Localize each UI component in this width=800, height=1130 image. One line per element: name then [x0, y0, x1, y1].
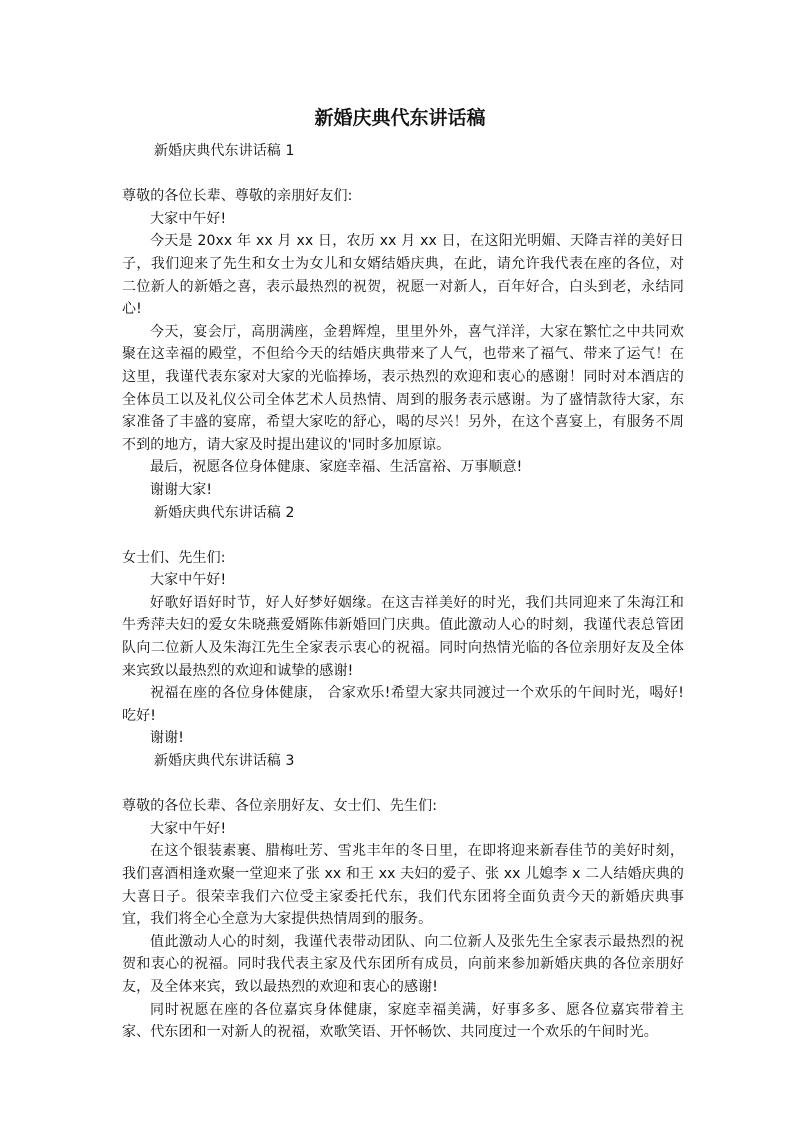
salutation: 尊敬的各位长辈、各位亲朋好友、女士们、先生们:: [122, 798, 438, 815]
blank-line: [122, 524, 684, 547]
document-body: [122, 140, 684, 1044]
paragraph: 同时祝愿在座的各位嘉宾身体健康，家庭幸福美满，好事多多、愿各位嘉宾带着主家、代东团和一对新人的祝福，欢歌笑语、开怀畅饮、共同度过一个欢乐的午间时光。: [122, 1001, 684, 1041]
paragraph: 值此激动人心的时刻，我谨代表带动团队、向二位新人及张先生全家表示最热烈的祝贺和衷心的祝福。同时我代表主家及代东团所有成员，向前来参加新婚庆典的各位亲朋好友，及全体来宾，致以最热烈的欢迎和衷心的感谢!: [122, 933, 684, 995]
section-heading: 新婚庆典代东讲话稿 1: [154, 143, 295, 159]
paragraph: 最后，祝愿各位身体健康、家庭幸福、生活富裕、万事顺意!: [150, 459, 523, 476]
paragraph: 谢谢大家!: [150, 481, 213, 498]
paragraph: 谢谢!: [150, 730, 184, 747]
paragraph: 祝福在座的各位身体健康， 合家欢乐!希望大家共同渡过一个欢乐的午间时光，喝好!吃好!: [122, 685, 684, 724]
paragraph: 大家中午好!: [150, 820, 227, 837]
blank-line: [122, 773, 684, 796]
document-title: 新婚庆典代东讲话稿: [314, 107, 486, 129]
section-heading: 新婚庆典代东讲话稿 3: [154, 753, 295, 770]
paragraph: 今天，宴会厅，高朋满座，金碧辉煌，里里外外，喜气洋洋，大家在繁忙之中共同欢聚在这幸福的殿堂，不但给今天的结婚庆典带来了人气，也带来了福气、带来了运气！在这里，我谨代表东家对大家的光临捧场，表示热烈的欢迎和衷心的感谢！同时对本酒店的全体员工以及礼仪公司全体艺术人员热情、周到的服务表示感谢。为了盛情款待大家，东家准备了丰盛的宴席，希望大家吃的舒心，喝的尽兴！另外，在这个喜宴上，有服务不周不到的地方，请大家及时提出建议的'同时多加原谅。: [122, 323, 684, 453]
paragraph: 大家中午好!: [150, 572, 227, 589]
blank-line: [122, 163, 684, 186]
paragraph: 今天是 20xx 年 xx 月 xx 日，农历 xx 月 xx 日，在这阳光明媚、天降吉祥的美好日子，我们迎来了先生和女士为女儿和女婿结婚庆典，在此，请允许我代表在座的各位，对二位新人的新婚之喜，表示最热烈的祝贺，祝愿一对新人，百年好合，白头到老，永结同心!: [122, 233, 684, 318]
paragraph: 在这个银装素裹、腊梅吐芳、雪兆丰年的冬日里，在即将迎来新春佳节的美好时刻，我们喜酒相逢欢聚一堂迎来了张 xx 和王 xx 夫妇的爱子、张 xx 儿媳李 x 二人结婚庆典的大喜日子。很荣幸我们六位受主家委托代东，我们代东团将全面负责今天的新婚庆典事宜，我们将全心全意为大家提供热情周到的服务。: [122, 843, 684, 928]
section-heading: 新婚庆典代东讲话稿 2: [154, 504, 295, 521]
paragraph: 好歌好语好时节，好人好梦好姻缘。在这吉祥美好的时光，我们共同迎来了朱海江和牛秀萍夫妇的爱女朱晓燕爱婿陈伟新婚回门庆典。值此激动人心的时刻，我谨代表总管团队向二位新人及朱海江先生全家表示衷心的祝福。同时向热情光临的各位亲朋好友及全体来宾致以最热烈的欢迎和诚挚的感谢!: [122, 594, 684, 679]
paragraph: 大家中午好!: [150, 210, 227, 227]
salutation: 女士们、先生们:: [122, 549, 226, 566]
salutation: 尊敬的各位长辈、尊敬的亲朋好友们:: [122, 188, 353, 205]
